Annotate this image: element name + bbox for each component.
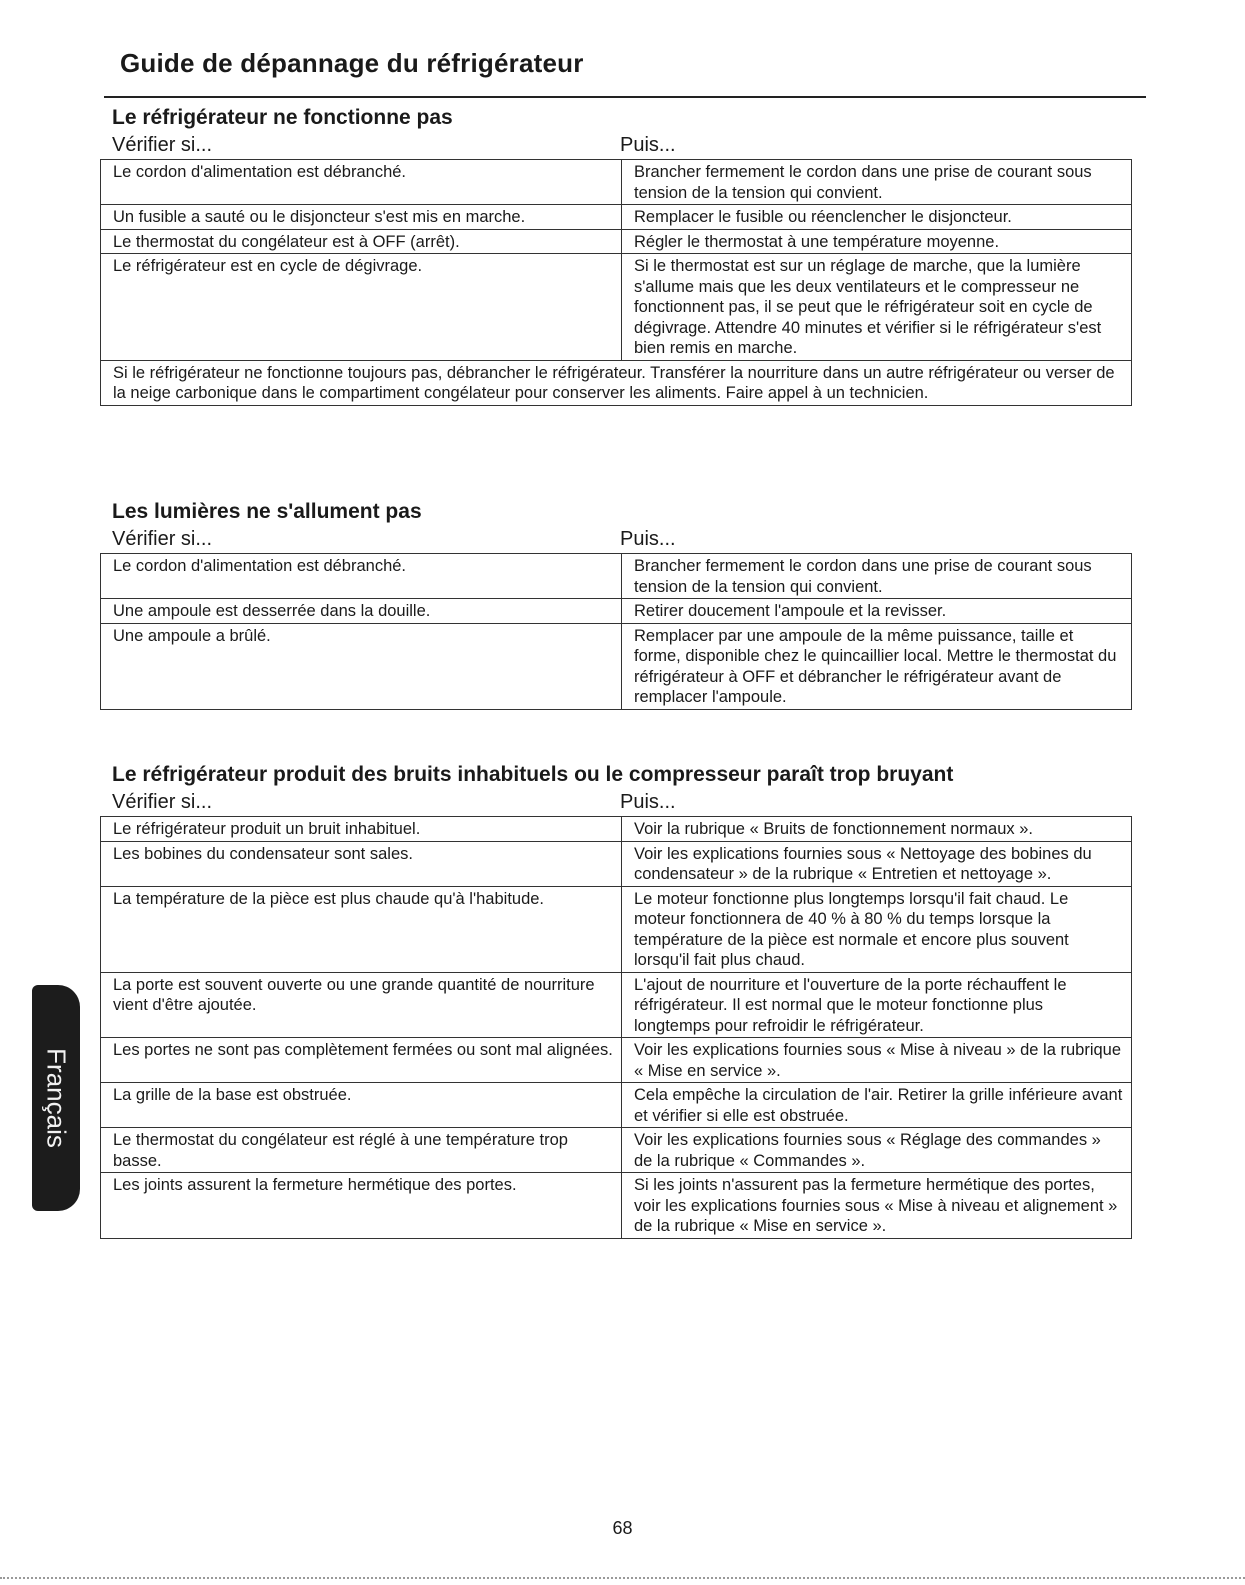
- then-cell: Si les joints n'assurent pas la fermeture hermétique des portes, voir les explications fournies sous « Mise à niveau et alignement » de la rubrique « Mise en service ».: [622, 1173, 1132, 1239]
- page-number: 68: [612, 1518, 633, 1538]
- column-header-check: Vérifier si...: [112, 528, 213, 550]
- check-cell: Le thermostat du congélateur est réglé à une température trop basse.: [101, 1128, 622, 1173]
- table-row: [101, 160, 1132, 205]
- troubleshooting-table: [100, 553, 1132, 710]
- then-cell: Voir la rubrique « Bruits de fonctionnement normaux ».: [622, 817, 1132, 842]
- column-header-then: Puis...: [620, 528, 676, 550]
- table-note-row: [101, 360, 1132, 405]
- then-cell: Remplacer le fusible ou réenclencher le disjoncteur.: [622, 205, 1132, 230]
- check-cell: La porte est souvent ouverte ou une grande quantité de nourriture vient d'être ajoutée.: [101, 972, 622, 1038]
- note-cell: Si le réfrigérateur ne fonctionne toujours pas, débrancher le réfrigérateur. Transférer la nourriture dans un autre réfrigérateur ou verser de la neige carbonique dans le compartiment congélateur pour conserver les aliments. Faire appel à un technicien.: [101, 360, 1132, 405]
- check-cell: La température de la pièce est plus chaude qu'à l'habitude.: [101, 886, 622, 972]
- column-header-check: Vérifier si...: [112, 134, 213, 156]
- language-tab-label: Français: [41, 1048, 72, 1148]
- column-header-check: Vérifier si...: [112, 791, 213, 813]
- section-heading: Les lumières ne s'allument pas: [112, 500, 422, 523]
- then-cell: Voir les explications fournies sous « Mise à niveau » de la rubrique « Mise en service ».: [622, 1038, 1132, 1083]
- troubleshooting-table: [100, 159, 1132, 406]
- column-headers: [100, 790, 1132, 816]
- table-row: [101, 1038, 1132, 1083]
- then-cell: Voir les explications fournies sous « Réglage des commandes » de la rubrique « Commandes ».: [622, 1128, 1132, 1173]
- table-row: [101, 886, 1132, 972]
- check-cell: Une ampoule a brûlé.: [101, 623, 622, 709]
- section-heading: Le réfrigérateur ne fonctionne pas: [112, 106, 453, 129]
- column-headers: [100, 133, 1132, 159]
- table-row: [101, 599, 1132, 624]
- then-cell: Régler le thermostat à une température moyenne.: [622, 229, 1132, 254]
- check-cell: Le thermostat du congélateur est à OFF (arrêt).: [101, 229, 622, 254]
- table-row: [101, 623, 1132, 709]
- section-not-running: [100, 105, 1132, 406]
- table-row: [101, 205, 1132, 230]
- check-cell: La grille de la base est obstruée.: [101, 1083, 622, 1128]
- check-cell: Les bobines du condensateur sont sales.: [101, 841, 622, 886]
- check-cell: Une ampoule est desserrée dans la douille.: [101, 599, 622, 624]
- section-heading: Le réfrigérateur produit des bruits inhabituels ou le compresseur paraît trop bruyant: [112, 763, 954, 786]
- table-row: [101, 817, 1132, 842]
- table-row: [101, 229, 1132, 254]
- language-tab: [32, 985, 80, 1211]
- table-row: [101, 1128, 1132, 1173]
- then-cell: Remplacer par une ampoule de la même puissance, taille et forme, disponible chez le quincaillier local. Mettre le thermostat du réfrigérateur à OFF et débrancher le réfrigérateur avant de remplacer l'ampoule.: [622, 623, 1132, 709]
- bottom-divider: [0, 1577, 1245, 1581]
- check-cell: Le cordon d'alimentation est débranché.: [101, 160, 622, 205]
- check-cell: Les joints assurent la fermeture hermétique des portes.: [101, 1173, 622, 1239]
- table-row: [101, 554, 1132, 599]
- table-row: [101, 1083, 1132, 1128]
- section-unusual-noises: [100, 762, 1132, 1239]
- then-cell: Brancher fermement le cordon dans une prise de courant sous tension de la tension qui convient.: [622, 554, 1132, 599]
- table-row: [101, 254, 1132, 361]
- check-cell: Le réfrigérateur produit un bruit inhabituel.: [101, 817, 622, 842]
- column-header-then: Puis...: [620, 791, 676, 813]
- then-cell: Si le thermostat est sur un réglage de marche, que la lumière s'allume mais que les deux ventilateurs et le compresseur ne fonctionnent pas, il se peut que le réfrigérateur soit en cycle de dégivrage. Attendre 40 minutes et vérifier si le réfrigérateur s'est bien remis en marche.: [622, 254, 1132, 361]
- then-cell: Voir les explications fournies sous « Nettoyage des bobines du condensateur » de la rubrique « Entretien et nettoyage ».: [622, 841, 1132, 886]
- then-cell: Retirer doucement l'ampoule et la revisser.: [622, 599, 1132, 624]
- check-cell: Un fusible a sauté ou le disjoncteur s'est mis en marche.: [101, 205, 622, 230]
- then-cell: Cela empêche la circulation de l'air. Retirer la grille inférieure avant et vérifier si elle est obstruée.: [622, 1083, 1132, 1128]
- page-title: Guide de dépannage du réfrigérateur: [120, 48, 584, 78]
- troubleshooting-table: [100, 816, 1132, 1239]
- column-header-then: Puis...: [620, 134, 676, 156]
- then-cell: Brancher fermement le cordon dans une prise de courant sous tension de la tension qui convient.: [622, 160, 1132, 205]
- then-cell: Le moteur fonctionne plus longtemps lorsqu'il fait chaud. Le moteur fonctionnera de 40 % à 80 % du temps lorsque la température de la pièce est normale et encore plus souvent lorsqu'il fait plus chaud.: [622, 886, 1132, 972]
- check-cell: Le réfrigérateur est en cycle de dégivrage.: [101, 254, 622, 361]
- column-headers: [100, 527, 1132, 553]
- section-lights-off: [100, 499, 1132, 710]
- check-cell: Le cordon d'alimentation est débranché.: [101, 554, 622, 599]
- title-divider: [104, 96, 1146, 98]
- then-cell: L'ajout de nourriture et l'ouverture de la porte réchauffent le réfrigérateur. Il est normal que le moteur fonctionne plus longtemps pour refroidir le réfrigérateur.: [622, 972, 1132, 1038]
- table-row: [101, 841, 1132, 886]
- table-row: [101, 972, 1132, 1038]
- table-row: [101, 1173, 1132, 1239]
- check-cell: Les portes ne sont pas complètement fermées ou sont mal alignées.: [101, 1038, 622, 1083]
